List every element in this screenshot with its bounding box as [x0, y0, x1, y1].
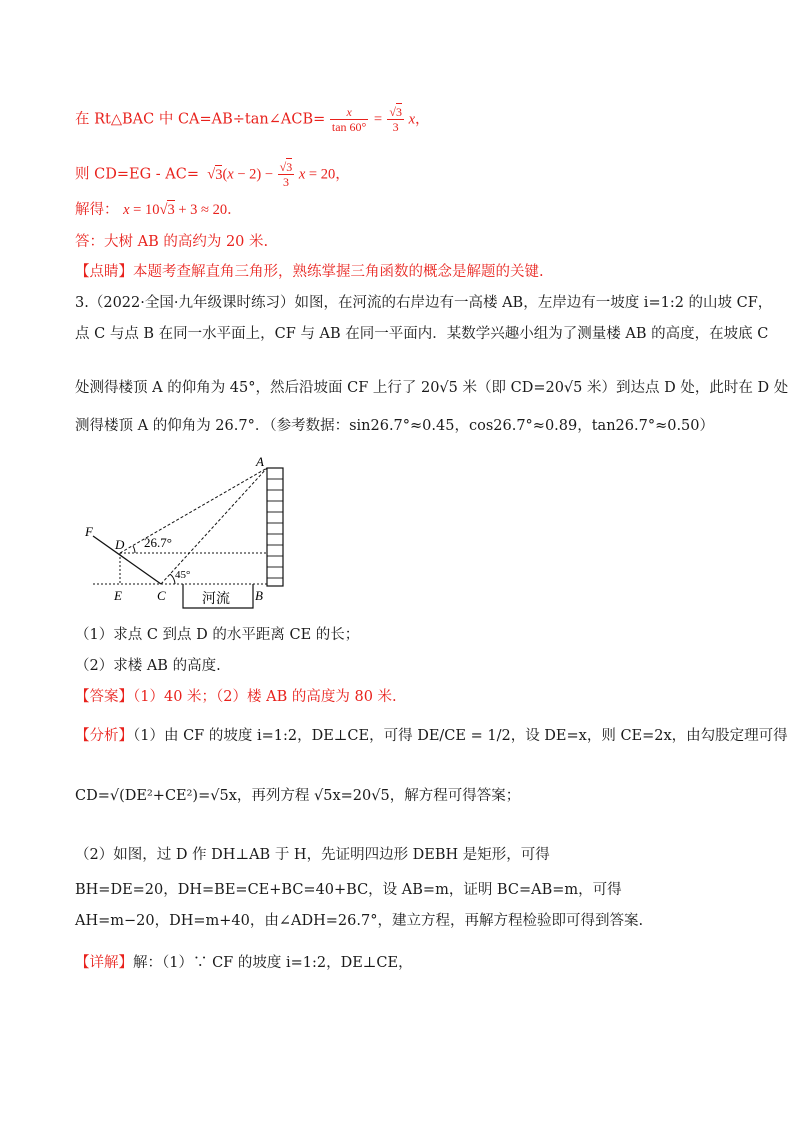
prev-comment: 【点睛】本题考查解直角三角形，熟练掌握三角函数的概念是解题的关键. — [75, 264, 544, 280]
problem-line-2: 点 C 与点 B 在同一水平面上，CF 与 AB 在同一平面内．某数学兴趣小组为了测量楼 AB 的高度，在坡底 C — [75, 326, 769, 342]
river-label: 河流 — [202, 592, 230, 607]
angle-label-top: 26.7° — [144, 535, 172, 550]
prev-answer: 答：大树 AB 的高约为 20 米. — [75, 234, 269, 250]
label-b: B — [255, 588, 263, 603]
problem-line-3: 处测得楼顶 A 的仰角为 45°，然后沿坡面 CF 上行了 20√5 米（即 CD=20√5 米）到达点 D 处，此时在 D 处 — [75, 380, 789, 396]
analysis-p4: BH=DE=20，DH=BE=CE+BC=40+BC，设 AB=m，证明 BC=AB=m，可得 — [75, 882, 622, 898]
angle-arc-26 — [133, 546, 135, 553]
label-a: A — [256, 454, 264, 469]
analysis-p3: （2）如图，过 D 作 DH⊥AB 于 H，先证明四边形 DEBH 是矩形，可得 — [75, 847, 550, 863]
problem-line-1: 3.（2022·全国·九年级课时练习）如图，在河流的右岸边有一高楼 AB，左岸边有一坡度 i=1:2 的山坡 CF， — [75, 295, 773, 311]
line-da — [120, 468, 267, 553]
analysis-p5: AH=m−20，DH=m+40，由∠ADH=26.7°，建立方程，再解方程检验即可得到答案. — [75, 913, 644, 929]
line-ca — [161, 468, 267, 584]
analysis-p1: 【分析】（1）由 CF 的坡度 i=1:2，DE⊥CE，可得 DE/CE = 1/2，设 DE=x，则 CE=2x，由勾股定理可得 — [75, 728, 788, 744]
label-d: D — [115, 537, 125, 552]
detail: 【详解】解：（1）∵ CF 的坡度 i=1:2，DE⊥CE， — [75, 955, 413, 971]
answer: 【答案】（1）40 米；（2）楼 AB 的高度为 80 米. — [75, 689, 397, 705]
prev-line-cd: 则 CD=EG - AC= √3(x − 2) − $\frac{√3}{3}$ x = 20， — [75, 160, 350, 189]
prev-line-solve: 解得： x = 10√3 + 3 ≈ 20． — [75, 202, 242, 218]
prev-line-ca: 在 Rt△BAC 中 CA=AB÷tan∠ACB= $\frac{x}{\tan 60^\circ}$ = $\frac{√3}{3}$ x， — [75, 105, 430, 134]
problem-line-4: 测得楼顶 A 的仰角为 26.7°．（参考数据：sin26.7°≈0.45，cos26.7°≈0.89，tan26.7°≈0.50） — [75, 418, 715, 434]
question-2: （2）求楼 AB 的高度. — [75, 658, 221, 674]
angle-label-bottom: 45° — [175, 569, 191, 581]
label-f: F — [85, 524, 93, 539]
question-1: （1）求点 C 到点 D 的水平距离 CE 的长； — [75, 627, 360, 643]
building-ab — [267, 468, 283, 586]
label-c: C — [157, 588, 166, 603]
analysis-p2: CD=√(DE²+CE²)=√5x，再列方程 √5x=20√5，解方程可得答案； — [75, 788, 521, 804]
figure — [75, 450, 315, 615]
label-e: E — [114, 588, 122, 603]
